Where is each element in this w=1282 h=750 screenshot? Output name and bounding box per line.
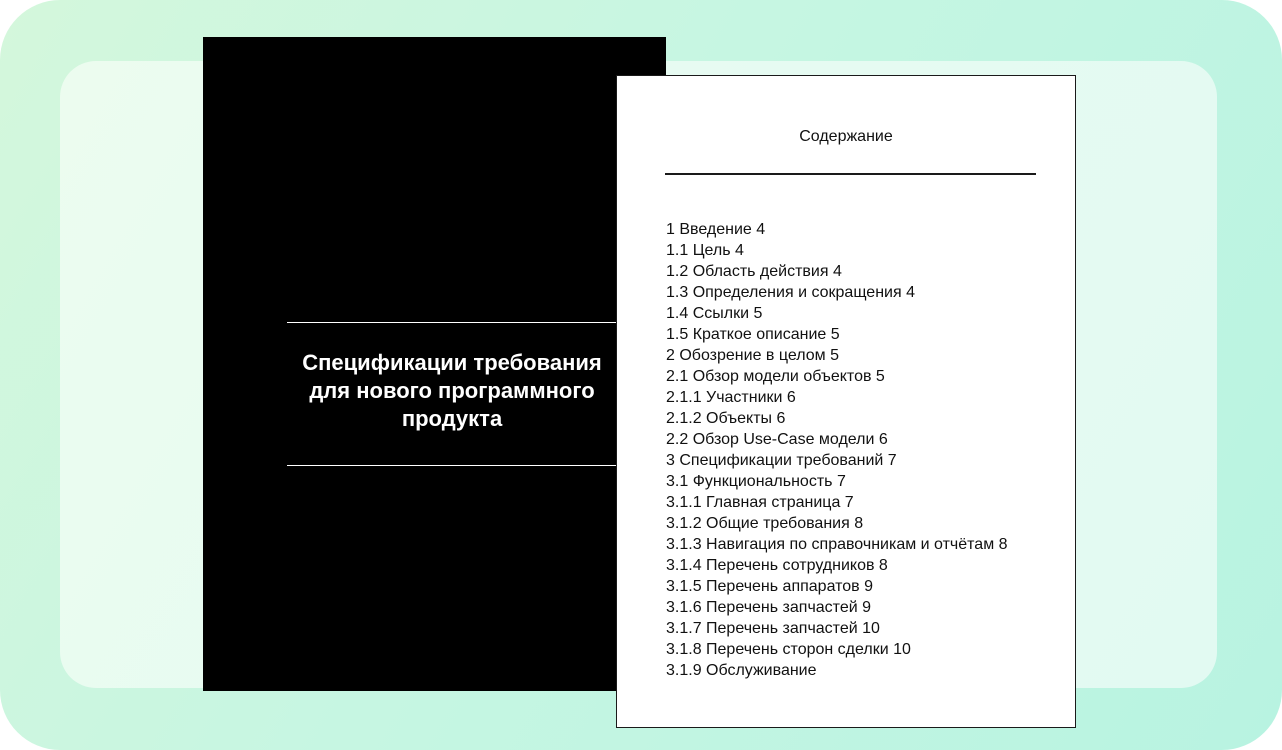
cover-title: Спецификации требования для нового программного продукта	[302, 350, 602, 431]
toc-item: 3.1.7 Перечень запчастей 10	[666, 620, 880, 637]
toc-item: 1 Введение 4	[666, 221, 766, 238]
toc-item: 3.1 Функциональность 7	[666, 473, 846, 490]
toc-item: 3 Спецификации требований 7	[666, 452, 897, 469]
toc-item: 3.1.6 Перечень запчастей 9	[666, 599, 872, 616]
contents-page	[616, 75, 1076, 728]
toc-item: 2.2 Обзор Use-Case модели 6	[666, 431, 888, 448]
toc-item: 2.1.1 Участники 6	[666, 389, 796, 406]
toc-item: 2.1 Обзор модели объектов 5	[666, 368, 885, 385]
toc-item: 3.1.2 Общие требования 8	[666, 515, 864, 532]
toc-item: 2.1.2 Объекты 6	[666, 410, 786, 427]
cover-bottom-rule	[287, 465, 617, 466]
toc-item: 1.1 Цель 4	[666, 242, 744, 259]
table-of-contents	[666, 219, 1008, 681]
toc-item: 3.1.3 Навигация по справочникам и отчётам 8	[666, 536, 1008, 553]
toc-item: 3.1.8 Перечень сторон сделки 10	[666, 641, 911, 658]
toc-item: 2 Обозрение в целом 5	[666, 347, 839, 364]
toc-item: 3.1.1 Главная страница 7	[666, 494, 854, 511]
toc-item: 1.2 Область действия 4	[666, 263, 842, 280]
cover-top-rule	[287, 322, 617, 323]
document-cover	[203, 37, 666, 691]
toc-item: 1.4 Ссылки 5	[666, 305, 763, 322]
contents-rule	[665, 173, 1036, 175]
toc-item: 1.5 Краткое описание 5	[666, 326, 840, 343]
toc-item: 3.1.9 Обслуживание	[666, 662, 817, 679]
contents-heading: Содержание	[799, 128, 893, 145]
toc-item: 3.1.4 Перечень сотрудников 8	[666, 557, 888, 574]
toc-item: 3.1.5 Перечень аппаратов 9	[666, 578, 874, 595]
toc-item: 1.3 Определения и сокращения 4	[666, 284, 915, 301]
